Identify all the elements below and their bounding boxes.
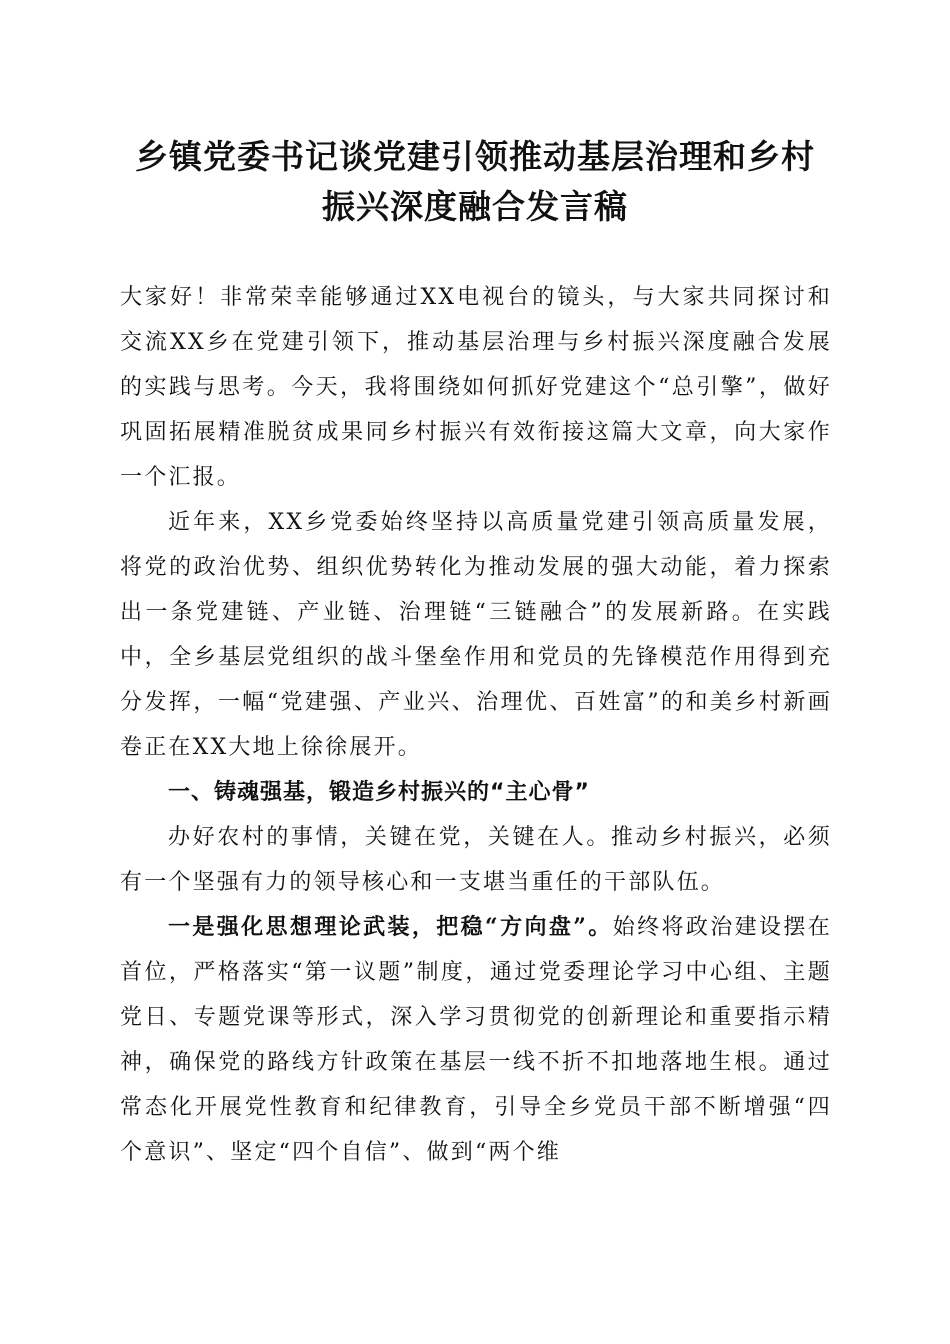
paragraph-section-intro: 办好农村的事情，关键在党，关键在人。推动乡村振兴，必须有一个坚强有力的领导核心和一支堪当重任的干部队伍。 bbox=[120, 825, 832, 895]
section-heading-1: 一、铸魂强基，锻造乡村振兴的“主心骨” bbox=[168, 780, 590, 805]
paragraph-overview: 近年来，XX乡党委始终坚持以高质量党建引领高质量发展，将党的政治优势、组织优势转化为推动发展的强大动能，着力探索出一条党建链、产业链、治理链“三链融合”的发展新路。在实践中，全乡基层党组织的战斗堡垒作用和党员的先锋模范作用得到充分发挥，一幅“党建强、产业兴、治理优、百姓富”的和美乡村新画卷正在XX大地上徐徐展开。 bbox=[120, 510, 832, 760]
title-line-2: 振兴深度融合发言稿 bbox=[322, 187, 628, 226]
paragraph-greeting: 大家好！非常荣幸能够通过XX电视台的镜头，与大家共同探讨和交流XX乡在党建引领下，推动基层治理与乡村振兴深度融合发展的实践与思考。今天，我将围绕如何抓好党建这个“总引擎”，做好巩固拓展精准脱贫成果同乡村振兴有效衔接这篇大文章，向大家作一个汇报。 bbox=[120, 285, 832, 490]
point-1-text: 始终将政治建设摆在首位，严格落实“第一议题”制度，通过党委理论学习中心组、主题党日、专题党课等形式，深入学习贯彻党的创新理论和重要指示精神，确保党的路线方针政策在基层一线不折不扣地落地生根。通过常态化开展党性教育和纪律教育，引导全乡党员干部不断增强“四个意识”、坚定“四个自信”、做到“两个维 bbox=[120, 915, 832, 1165]
paragraph-point-1 bbox=[120, 905, 832, 1175]
document-title bbox=[95, 132, 855, 232]
document-body bbox=[120, 275, 832, 1175]
point-1-lead: 一是强化思想理论武装，把稳“方向盘”。 bbox=[168, 914, 613, 940]
title-line-1: 乡镇党委书记谈党建引领推动基层治理和乡村 bbox=[135, 137, 815, 176]
